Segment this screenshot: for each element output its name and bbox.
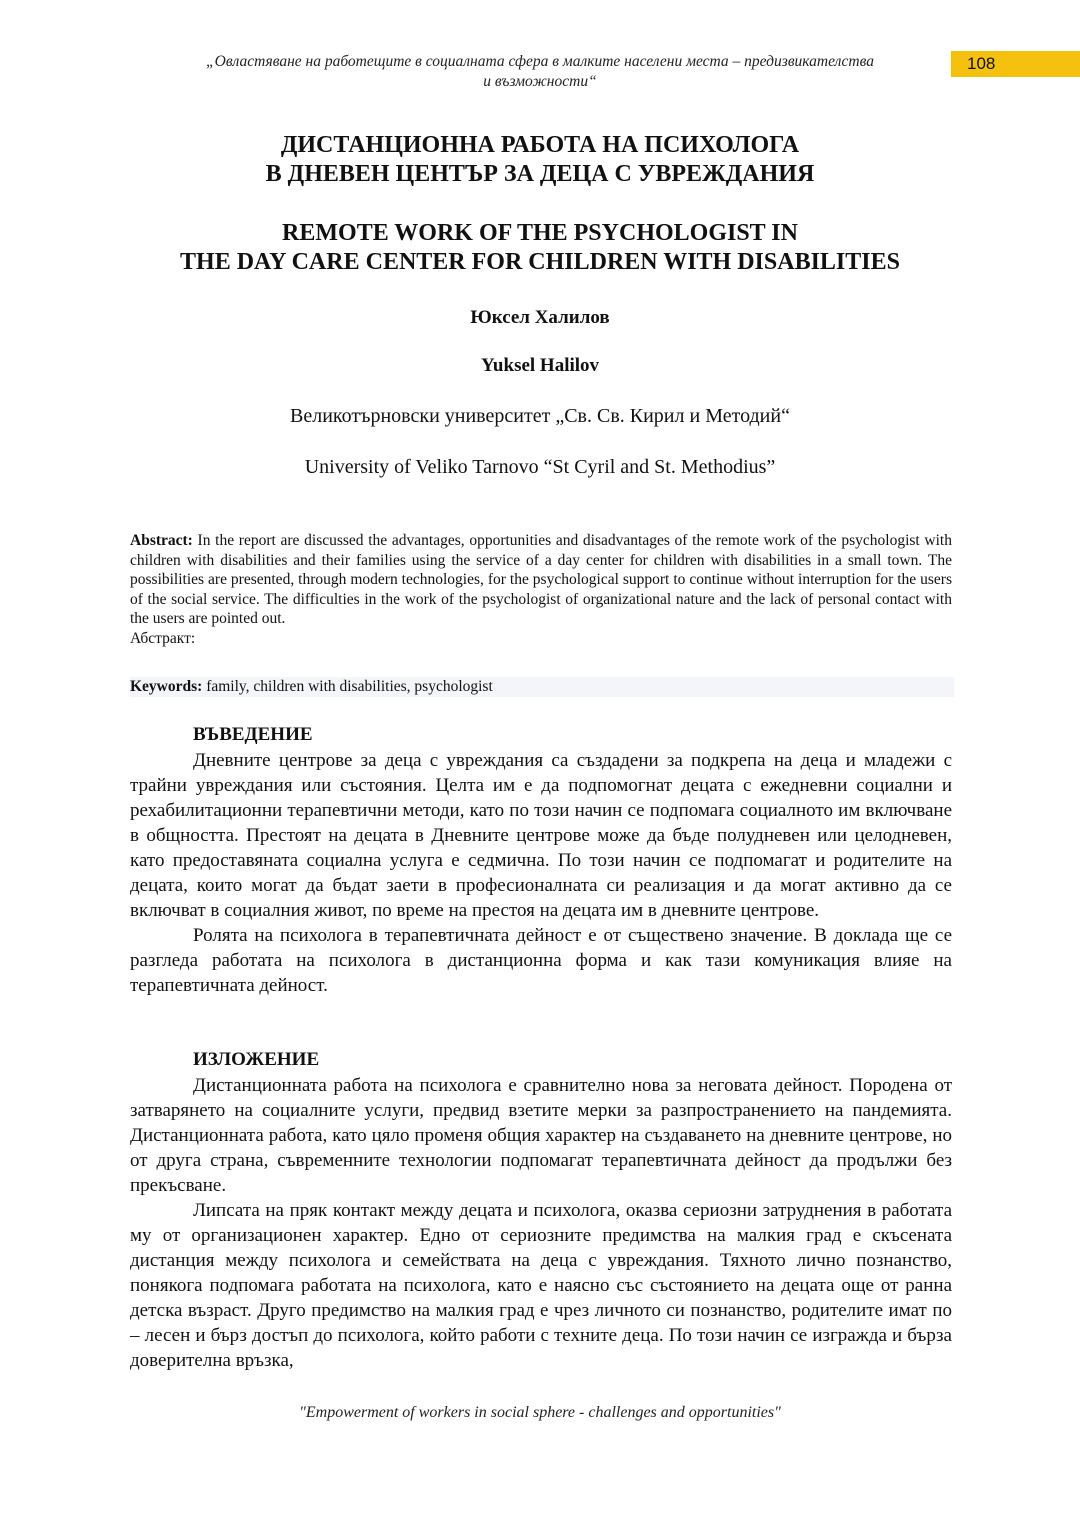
title-bulgarian-line-1: ДИСТАНЦИОННА РАБОТА НА ПСИХОЛОГА [280,132,800,158]
keywords-text: family, children with disabilities, psychologist [202,678,493,695]
section-introduction-body [130,748,952,998]
running-header [130,52,950,92]
paragraph: Дистанционната работа на психолога е сравнително нова за неговата дейност. Породена от затварянето на социалните услуги, предвид взетите мерки за разпространението на пандемията. Дистанционната работа, като цяло променя общия характер на създаването на дневните центрове, но от друга страна, съвременните технологии подпомагат терапевтичната дейност да продължи без прекъсване. [130,1075,952,1196]
paragraph: Липсата на пряк контакт между децата и психолога, оказва сериозни затруднения в работата му от организационен характер. Едно от сериозните предимства на малкия град е скъсената дистанция между психолога и семействата на деца с увреждания. Тяхното лично познанство, понякога подпомага работата на психолога, като е наясно със състоянието на децата още от ранна детска възраст. Друго предимство на малкия град е чрез личното си познанство, родителите имат по – лесен и бърз достъп до психолога, който работи с техните деца. По този начин се изгражда и бърза доверителна връзка, [130,1200,952,1371]
abstract [130,531,952,648]
title-english-line-2: THE DAY CARE CENTER FOR CHILDREN WITH DISABILITIES [180,249,900,275]
affiliation-english: University of Veliko Tarnovo “St Cyril and St. Methodius” [304,456,776,478]
author-name-english: Yuksel Halilov [480,355,600,376]
title-english [0,219,1080,277]
page-number-badge: 108 [951,51,1080,77]
keywords [130,677,954,697]
section-exposition-body [130,1073,952,1373]
abstract-text: In the report are discussed the advantages, opportunities and disadvantages of the remote work of the psychologist with children with disabilities and their families using the service of a day center for children with disabilities in a small town. The possibilities are presented, through modern technologies, for the psychological support to continue without interruption for the users of the social service. The difficulties in the work of the psychologist of organizational nature and the lack of personal contact with the users are pointed out. [130,532,952,627]
title-bulgarian [0,131,1080,189]
running-header-line-1: „Овластяване на работещите в социалната сфера в малките населени места – предизвикателства [206,53,874,70]
author-name-bulgarian: Юксел Халилов [470,307,610,328]
running-header-line-2: и възможности“ [483,73,597,90]
abstract-label: Abstract: [130,532,193,549]
paragraph: Ролята на психолога в терапевтичната дейност е от съществено значение. В доклада ще се разгледа работата на психолога в дистанционна форма и как тази комуникация влияе на терапевтичната дейност. [130,925,952,996]
affiliation-bulgarian: Великотърновски университет „Св. Св. Кирил и Методий“ [290,405,790,427]
keywords-label: Keywords: [130,678,203,695]
running-footer: "Empowerment of workers in social sphere - challenges and opportunities" [299,1404,781,1421]
abstract-label-bulgarian: Абстракт: [130,629,196,647]
title-english-line-1: REMOTE WORK OF THE PSYCHOLOGIST IN [282,220,798,246]
paragraph: Дневните центрове за деца с увреждания са създадени за подкрепа на деца и младежи с трайни увреждания или състояния. Целта им е да подпомогнат децата с ежедневни социални и рехабилитационни терапевтични методи, като по този начин се подпомага социалното им включване в общността. Престоят на децата в Дневните центрове може да бъде полудневен или целодневен, като предоставяната социална услуга е седмична. По този начин се подпомагат и родителите на децата, които могат да бъдат заети в професионалната си реализация и да могат активно да се включват в социалния живот, по време на престоя на децата им в дневните центрове. [130,750,952,921]
section-heading-introduction: ВЪВЕДЕНИЕ [193,724,313,745]
title-bulgarian-line-2: В ДНЕВЕН ЦЕНТЪР ЗА ДЕЦА С УВРЕЖДАНИЯ [265,161,815,187]
section-heading-exposition: ИЗЛОЖЕНИЕ [193,1049,320,1070]
